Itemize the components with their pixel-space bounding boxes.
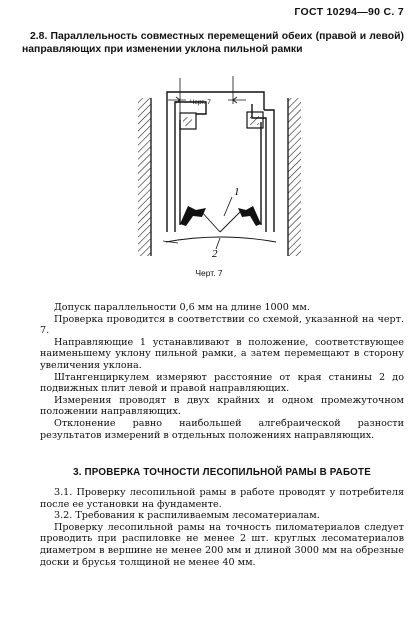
paragraph: Штангенциркулем измеряют расстояние от края станины 2 до подвижных плит левой и правой направляющих. <box>40 371 404 395</box>
section-3-title: 3. ПРОВЕРКА ТОЧНОСТИ ЛЕСОПИЛЬНОЙ РАМЫ В РАБОТЕ <box>73 467 371 478</box>
callout-1-leader <box>224 197 232 216</box>
paragraph: Проверка проводится в соответствии со схемой, указанной на черт. 7. <box>40 313 404 337</box>
dimension-lines <box>168 76 246 118</box>
left-wall-hatch <box>138 98 151 256</box>
figure-caption: Черт. 7 <box>195 268 223 278</box>
v-measurement <box>200 210 242 232</box>
section-2-8-heading: 2.8. Параллельность совместных перемещений обеих (правой и левой) направляющих при изменении уклона пильной рамки <box>22 31 404 55</box>
section-3-body <box>40 487 404 568</box>
section-2-8-body <box>40 302 404 441</box>
paragraph: 3.1. Проверку лесопильной рамы в работе проводят у потребителя после ее установки на фундаменте. <box>40 487 404 510</box>
drawing-7 <box>0 0 418 300</box>
right-wall-hatch <box>288 98 301 256</box>
paragraph: 3.2. Требования к распиливаемым лесоматериалам. <box>54 510 320 522</box>
callout-1: 1 <box>234 186 240 198</box>
right-prism <box>238 206 261 226</box>
paragraph: Направляющие 1 устанавливают в положение, соответствующее наименьшему уклону пильной рамки, а затем перемещают в сторону увеличения уклона. <box>40 336 404 371</box>
left-prism <box>180 206 206 226</box>
paragraph: Допуск параллельности 0,6 мм на длине 1000 мм. <box>54 302 310 313</box>
paragraph: Отклонение равно наибольшей алгебраической разности результатов измерений в отдельных положениях направляющих. <box>40 417 404 441</box>
paragraph: Проверку лесопильной рамы на точность пиломатериалов следует проводить при распиловке не менее 2 шт. круглых лесоматериалов диаметром в вершине не менее 200 мм и длиной 3000 мм на обрезные доски и брусья толщиной не менее 40 мм. <box>40 521 404 568</box>
paragraph: Измерения проводят в двух крайних и одном промежуточном положении направляющих. <box>40 394 404 418</box>
left-guide-block <box>180 113 196 129</box>
callout-2: 2 <box>212 248 218 260</box>
dimension-label: Черт. 7 <box>190 99 211 106</box>
base-arc <box>166 237 276 242</box>
page-header: ГОСТ 10294—90 С. 7 <box>294 6 404 18</box>
